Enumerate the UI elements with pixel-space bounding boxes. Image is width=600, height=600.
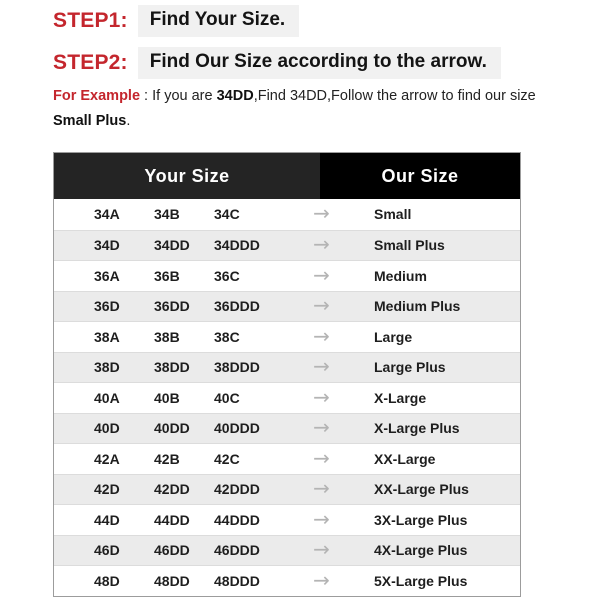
our-size-cell: Medium	[374, 267, 427, 284]
your-size-cell: 36C	[214, 267, 240, 284]
our-size-cell: 3X-Large Plus	[374, 511, 468, 528]
your-size-cell: 46DDD	[214, 542, 260, 559]
step1-row	[53, 5, 299, 37]
our-size-cell: 5X-Large Plus	[374, 572, 468, 589]
table-row	[54, 504, 520, 535]
table-row	[54, 535, 520, 566]
arrow-icon: →	[313, 262, 330, 287]
your-size-cell: 36D	[94, 298, 120, 315]
table-row	[54, 230, 520, 261]
your-size-cell: 34DD	[154, 237, 190, 254]
arrow-icon: →	[313, 201, 330, 226]
arrow-icon: →	[313, 384, 330, 409]
arrow-icon: →	[313, 354, 330, 379]
your-size-cell: 40DD	[154, 420, 190, 437]
your-size-cell: 48D	[94, 572, 120, 589]
your-size-cell: 36B	[154, 267, 180, 284]
arrow-icon: →	[313, 293, 330, 318]
our-size-cell: 4X-Large Plus	[374, 542, 468, 559]
your-size-cell: 34B	[154, 206, 180, 223]
example-colon: :	[140, 88, 153, 104]
arrow-icon: →	[313, 323, 330, 348]
example-label: For Example	[53, 88, 141, 104]
our-size-cell: Large Plus	[374, 359, 446, 376]
your-size-cell: 34A	[94, 206, 120, 223]
table-row	[54, 443, 520, 474]
your-size-cell: 40B	[154, 389, 180, 406]
arrow-icon: →	[313, 567, 330, 592]
arrow-icon: →	[313, 445, 330, 470]
your-size-cell: 46DD	[154, 542, 190, 559]
our-size-header: Our Size	[320, 153, 520, 199]
your-size-cell: 36DD	[154, 298, 190, 315]
example-text-3: .	[126, 113, 131, 129]
your-size-cell: 48DD	[154, 572, 190, 589]
our-size-cell: Medium Plus	[374, 298, 461, 315]
your-size-cell: 38DD	[154, 359, 190, 376]
your-size-cell: 38C	[214, 328, 240, 345]
your-size-cell: 38B	[154, 328, 180, 345]
our-size-cell: X-Large	[374, 389, 427, 406]
our-size-cell: XX-Large Plus	[374, 481, 469, 498]
table-row	[54, 260, 520, 291]
table-row	[54, 352, 520, 383]
your-size-cell: 40DDD	[214, 420, 260, 437]
table-row	[54, 474, 520, 505]
table-row	[54, 199, 520, 230]
arrow-icon: →	[313, 415, 330, 440]
step2-row	[53, 47, 501, 79]
your-size-cell: 34C	[214, 206, 240, 223]
our-size-cell: XX-Large	[374, 450, 436, 467]
table-row	[54, 382, 520, 413]
your-size-cell: 40A	[94, 389, 120, 406]
step1-instruction: Find Your Size.	[138, 5, 299, 37]
example-note	[53, 84, 545, 134]
step1-label: STEP1:	[53, 9, 128, 32]
your-size-cell: 34D	[94, 237, 120, 254]
your-size-cell: 36DDD	[214, 298, 260, 315]
your-size-cell: 44D	[94, 511, 120, 528]
your-size-cell: 34DDD	[214, 237, 260, 254]
arrow-icon: →	[313, 506, 330, 531]
arrow-icon: →	[313, 537, 330, 562]
your-size-cell: 40C	[214, 389, 240, 406]
example-text-2: ,Find 34DD,Follow the arrow to find our size	[253, 88, 536, 104]
example-bold-size: 34DD	[216, 88, 254, 104]
your-size-cell: 44DDD	[214, 511, 260, 528]
your-size-cell: 38D	[94, 359, 120, 376]
our-size-cell: Large	[374, 328, 413, 345]
size-conversion-table	[53, 152, 521, 597]
your-size-cell: 42D	[94, 481, 120, 498]
table-row	[54, 565, 520, 596]
your-size-cell: 36A	[94, 267, 120, 284]
your-size-cell: 42B	[154, 450, 180, 467]
our-size-cell: X-Large Plus	[374, 420, 460, 437]
table-row	[54, 413, 520, 444]
your-size-cell: 40D	[94, 420, 120, 437]
our-size-cell: Small Plus	[374, 237, 445, 254]
table-row	[54, 321, 520, 352]
step2-label: STEP2:	[53, 51, 128, 74]
table-header	[54, 153, 520, 199]
your-size-header: Your Size	[54, 153, 320, 199]
your-size-cell: 42DDD	[214, 481, 260, 498]
table-body	[54, 199, 520, 596]
your-size-cell: 42A	[94, 450, 120, 467]
your-size-cell: 42DD	[154, 481, 190, 498]
your-size-cell: 46D	[94, 542, 120, 559]
your-size-cell: 38DDD	[214, 359, 260, 376]
your-size-cell: 38A	[94, 328, 120, 345]
your-size-cell: 48DDD	[214, 572, 260, 589]
example-text-1: If you are	[152, 88, 217, 104]
arrow-icon: →	[313, 232, 330, 257]
our-size-cell: Small	[374, 206, 412, 223]
arrow-icon: →	[313, 476, 330, 501]
your-size-cell: 42C	[214, 450, 240, 467]
example-bold-result: Small Plus	[53, 113, 127, 129]
step2-instruction: Find Our Size according to the arrow.	[138, 47, 501, 79]
table-row	[54, 291, 520, 322]
your-size-cell: 44DD	[154, 511, 190, 528]
